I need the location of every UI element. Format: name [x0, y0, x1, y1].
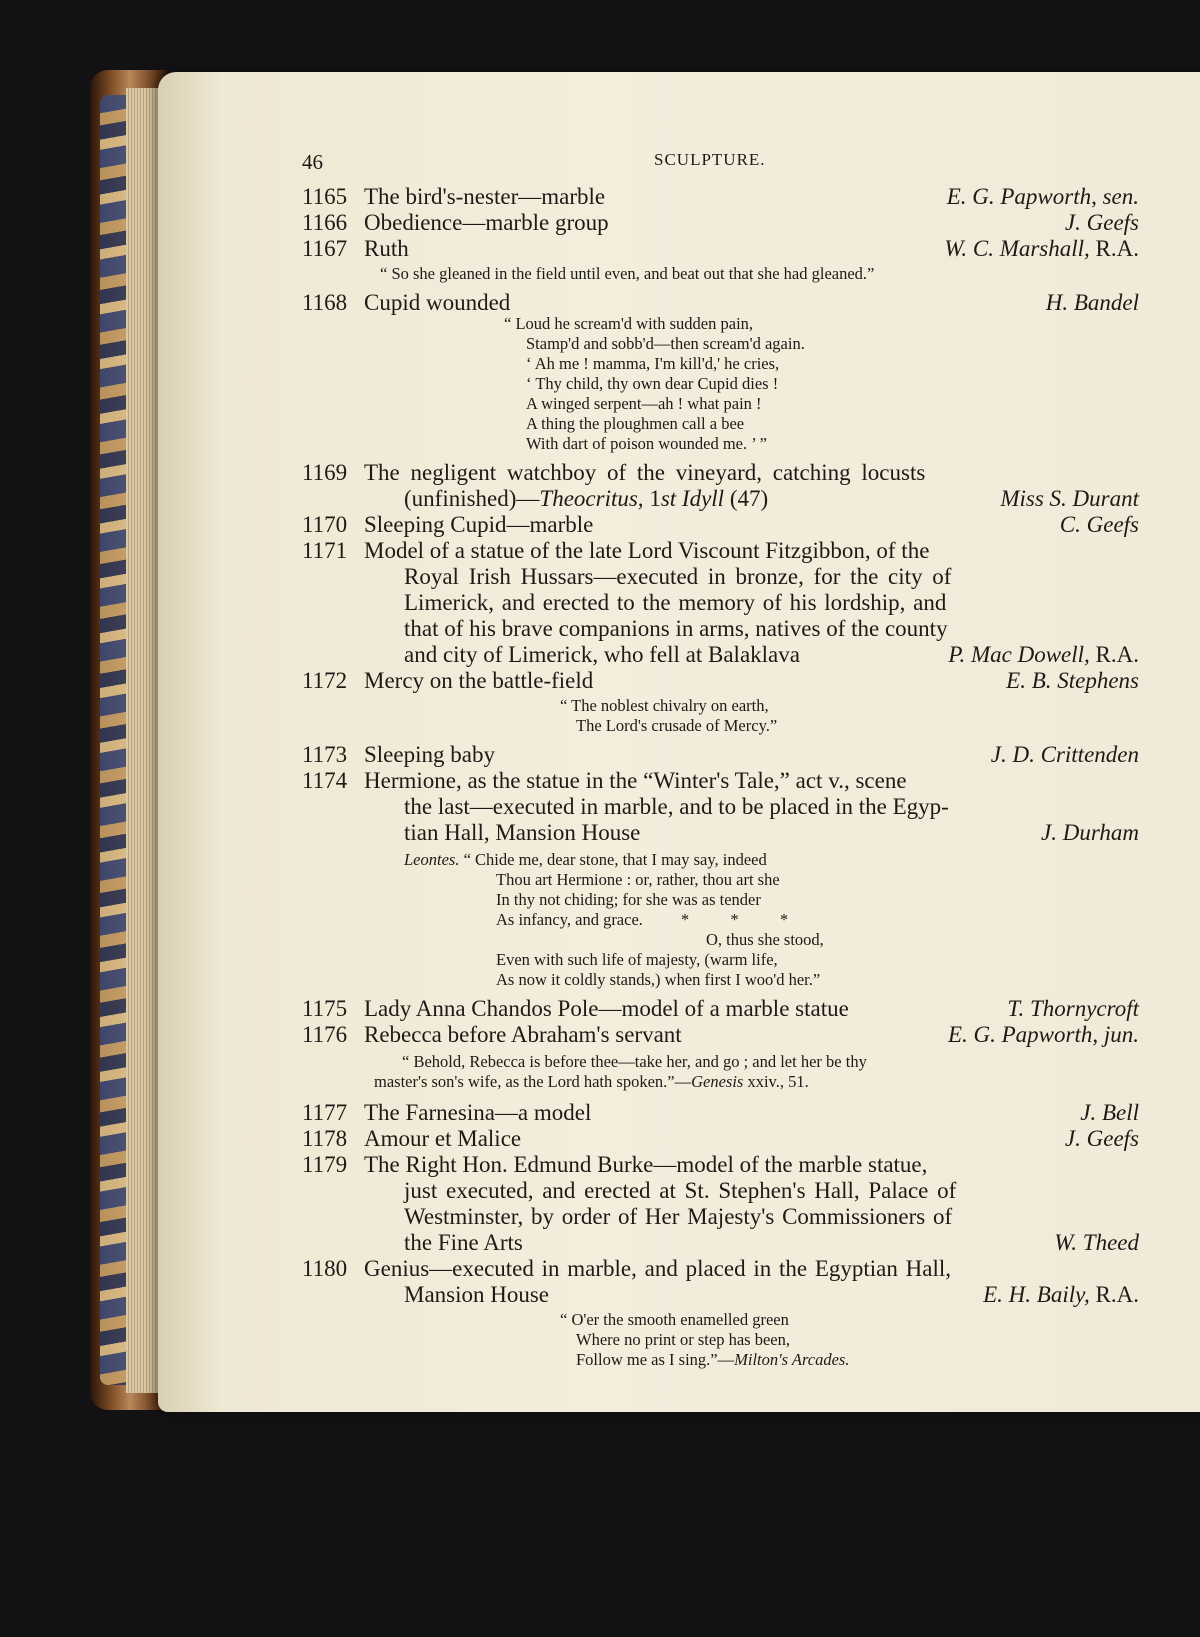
- catalogue-entry-1167: [302, 236, 1137, 262]
- entry-title-line: the Fine Arts: [404, 1230, 523, 1255]
- entry-title-line: Mansion House: [404, 1282, 550, 1307]
- entry-title: Ruth: [364, 236, 409, 261]
- artist-name: [944, 236, 1139, 262]
- entry-title: Sleeping baby: [364, 742, 495, 767]
- entry-title-line: tian Hall, Mansion House: [404, 820, 641, 845]
- entry-number: 1173: [302, 742, 348, 767]
- artist-name: J. D. Crittenden: [990, 742, 1139, 767]
- quote-fragment: master's son's wife, as the Lord hath spoken.”—: [374, 1072, 692, 1091]
- entry-title: Amour et Malice: [364, 1126, 522, 1151]
- speaker-name: Leontes.: [404, 850, 460, 869]
- entry-title: The Farnesina—a model: [364, 1100, 592, 1125]
- verse-line: [576, 1350, 1137, 1370]
- verse-line: In thy not chiding; for she was as tender: [496, 890, 761, 909]
- entry-number: 1177: [302, 1100, 348, 1125]
- entry-title-line: Model of a statue of the late Lord Viscount Fitzgibbon, of the: [364, 538, 930, 563]
- artist-surname: W. C. Marshall,: [944, 236, 1090, 261]
- artist-honour: R.A.: [1095, 1282, 1139, 1307]
- title-fragment: (unfinished)—: [404, 486, 540, 511]
- entry-number: 1171: [302, 538, 348, 563]
- entry-number: 1180: [302, 1256, 348, 1281]
- catalogue-entry-1172: [302, 668, 1137, 694]
- artist-surname: P. Mac Dowell,: [948, 642, 1090, 667]
- catalogue-entry-1177: [302, 1100, 1137, 1126]
- entry-title: Lady Anna Chandos Pole—model of a marble statue: [364, 996, 849, 1021]
- entry-title-line: Westminster, by order of Her Majesty's Commissioners of: [404, 1204, 953, 1229]
- artist-name: J. Geefs: [1064, 1126, 1139, 1151]
- entry-number: 1175: [302, 996, 348, 1021]
- title-fragment: Theocritus,: [539, 486, 644, 511]
- artist-name: J. Durham: [1041, 820, 1139, 845]
- entry-number: 1170: [302, 512, 348, 537]
- artist-name: T. Thornycroft: [1007, 996, 1139, 1021]
- catalogue-entry-1173: [302, 742, 1137, 768]
- catalogue-entry-1174: [302, 768, 1137, 846]
- entry-title: Cupid wounded: [364, 290, 511, 315]
- verse-line: The Lord's crusade of Mercy.”: [576, 716, 778, 735]
- entry-number: 1176: [302, 1022, 348, 1047]
- artist-name: E. G. Papworth, jun.: [947, 1022, 1139, 1047]
- play-quote: [404, 850, 1137, 990]
- entry-title-line: [404, 486, 768, 511]
- title-fragment: (47): [724, 486, 769, 511]
- catalogue-entry-1179: [302, 1152, 1137, 1256]
- title-fragment: st Idyll: [660, 486, 725, 511]
- entry-title: Obedience—marble group: [364, 210, 609, 235]
- artist-name: J. Bell: [1080, 1100, 1139, 1125]
- verse-line: A winged serpent—ah ! what pain !: [526, 394, 762, 413]
- entry-title-line: just executed, and erected at St. Stephen's Hall, Palace of: [404, 1178, 957, 1203]
- entry-number: 1168: [302, 290, 348, 315]
- artist-name: E. G. Papworth, sen.: [946, 184, 1139, 209]
- verse-line: Stamp'd and sobb'd—then scream'd again.: [526, 334, 805, 353]
- catalogue-entry-1178: [302, 1126, 1137, 1152]
- title-fragment: 1: [643, 486, 661, 511]
- entry-number: 1178: [302, 1126, 348, 1151]
- entry-number: 1179: [302, 1152, 348, 1177]
- entry-number: 1169: [302, 460, 348, 485]
- catalogue-entry-1169: [302, 460, 1137, 512]
- entry-title-line: Genius—executed in marble, and placed in the Egyptian Hall,: [364, 1256, 951, 1281]
- entry-number: 1166: [302, 210, 348, 235]
- quote-line: “ Behold, Rebecca is before thee—take her, and go ; and let her be thy: [402, 1052, 867, 1071]
- artist-surname: E. H. Baily,: [983, 1282, 1090, 1307]
- entry-title: Sleeping Cupid—marble: [364, 512, 594, 537]
- verse-line: A thing the ploughmen call a bee: [526, 414, 745, 433]
- verse-line: Thou art Hermione : or, rather, thou art she: [496, 870, 780, 889]
- entry-title-line: that of his brave companions in arms, natives of the county: [404, 616, 948, 641]
- entry-number: 1165: [302, 184, 348, 209]
- entry-title-line: and city of Limerick, who fell at Balaklava: [404, 642, 800, 667]
- entry-title-line: Royal Irish Hussars—executed in bronze, for the city of: [404, 564, 952, 589]
- artist-honour: R.A.: [1095, 236, 1139, 261]
- verse-line: ‘ Ah me ! mamma, I'm kill'd,' he cries,: [526, 354, 780, 373]
- verse-quote: [560, 1310, 1137, 1370]
- entry-number: 1167: [302, 236, 348, 261]
- entry-title-line: Limerick, and erected to the memory of his lordship, and: [404, 590, 947, 615]
- page-edges: [126, 88, 160, 1393]
- catalogue-entry-1176: [302, 1022, 1137, 1048]
- catalogue-entry-1180: [302, 1256, 1137, 1308]
- scripture-quote: [374, 1052, 1137, 1092]
- verse-quote: [560, 696, 1137, 736]
- entry-title-line: The negligent watchboy of the vineyard, catching locusts: [364, 460, 926, 485]
- artist-name: Miss S. Durant: [1000, 486, 1139, 511]
- verse-line: ‘ Thy child, thy own dear Cupid dies !: [526, 374, 779, 393]
- verse-fragment: Follow me as I sing.”—: [576, 1350, 735, 1369]
- ellipsis-stars: * * *: [680, 910, 789, 929]
- catalogue-entry-1175: [302, 996, 1137, 1022]
- catalogue-entry-1171: [302, 538, 1137, 668]
- catalogue-entry-1168: [302, 290, 1137, 316]
- entry-title-line: Hermione, as the statue in the “Winter's Tale,” act v., scene: [364, 768, 907, 793]
- artist-name: H. Bandel: [1045, 290, 1139, 315]
- entry-quote: “ So she gleaned in the field until even, and beat out that she had gleaned.”: [380, 264, 875, 283]
- artist-name: E. B. Stephens: [1006, 668, 1139, 693]
- verse-line: Even with such life of majesty, (warm life,: [496, 950, 778, 969]
- marbled-edge: [100, 95, 126, 1385]
- quote-line: [374, 1072, 1137, 1092]
- running-head: SCULPTURE.: [654, 150, 766, 169]
- entry-title-line: the last—executed in marble, and to be placed in the Egyp-: [404, 794, 949, 819]
- verse-line: O, thus she stood,: [706, 930, 824, 949]
- verse-quote: [504, 314, 1137, 454]
- artist-name: [948, 642, 1139, 668]
- entry-title: Rebecca before Abraham's servant: [364, 1022, 682, 1047]
- artist-name: W. Theed: [1054, 1230, 1139, 1255]
- page-number: 46: [302, 150, 323, 174]
- artist-name: J. Geefs: [1064, 210, 1139, 235]
- verse-line: “ Loud he scream'd with sudden pain,: [504, 314, 754, 333]
- page-content: [302, 140, 1137, 1370]
- entry-number: 1172: [302, 668, 348, 693]
- entry-title: Mercy on the battle-field: [364, 668, 594, 693]
- quote-source: Milton's Arcades.: [734, 1350, 850, 1369]
- verse-line: As infancy, and grace.: [496, 910, 643, 929]
- entry-title: The bird's-nester—marble: [364, 184, 606, 209]
- verse-line: “ The noblest chivalry on earth,: [560, 696, 769, 715]
- verse-line: “ O'er the smooth enamelled green: [560, 1310, 789, 1329]
- catalogue-entry-1166: [302, 210, 1137, 236]
- artist-name: [983, 1282, 1139, 1308]
- verse-line: “ Chide me, dear stone, that I may say, indeed: [463, 850, 767, 869]
- quote-fragment: xxiv., 51.: [743, 1072, 809, 1091]
- artist-name: C. Geefs: [1059, 512, 1139, 537]
- artist-honour: R.A.: [1095, 642, 1139, 667]
- catalogue-entry-1165: [302, 184, 1137, 210]
- page-header: [302, 140, 1137, 184]
- verse-line: Where no print or step has been,: [576, 1330, 790, 1349]
- verse-line: With dart of poison wounded me. ’ ”: [526, 434, 767, 453]
- verse-line: As now it coldly stands,) when first I woo'd her.”: [496, 970, 821, 989]
- entry-number: 1174: [302, 768, 348, 793]
- quote-source: Genesis: [691, 1072, 744, 1091]
- entry-title-line: The Right Hon. Edmund Burke—model of the marble statue,: [364, 1152, 928, 1177]
- catalogue-entry-1170: [302, 512, 1137, 538]
